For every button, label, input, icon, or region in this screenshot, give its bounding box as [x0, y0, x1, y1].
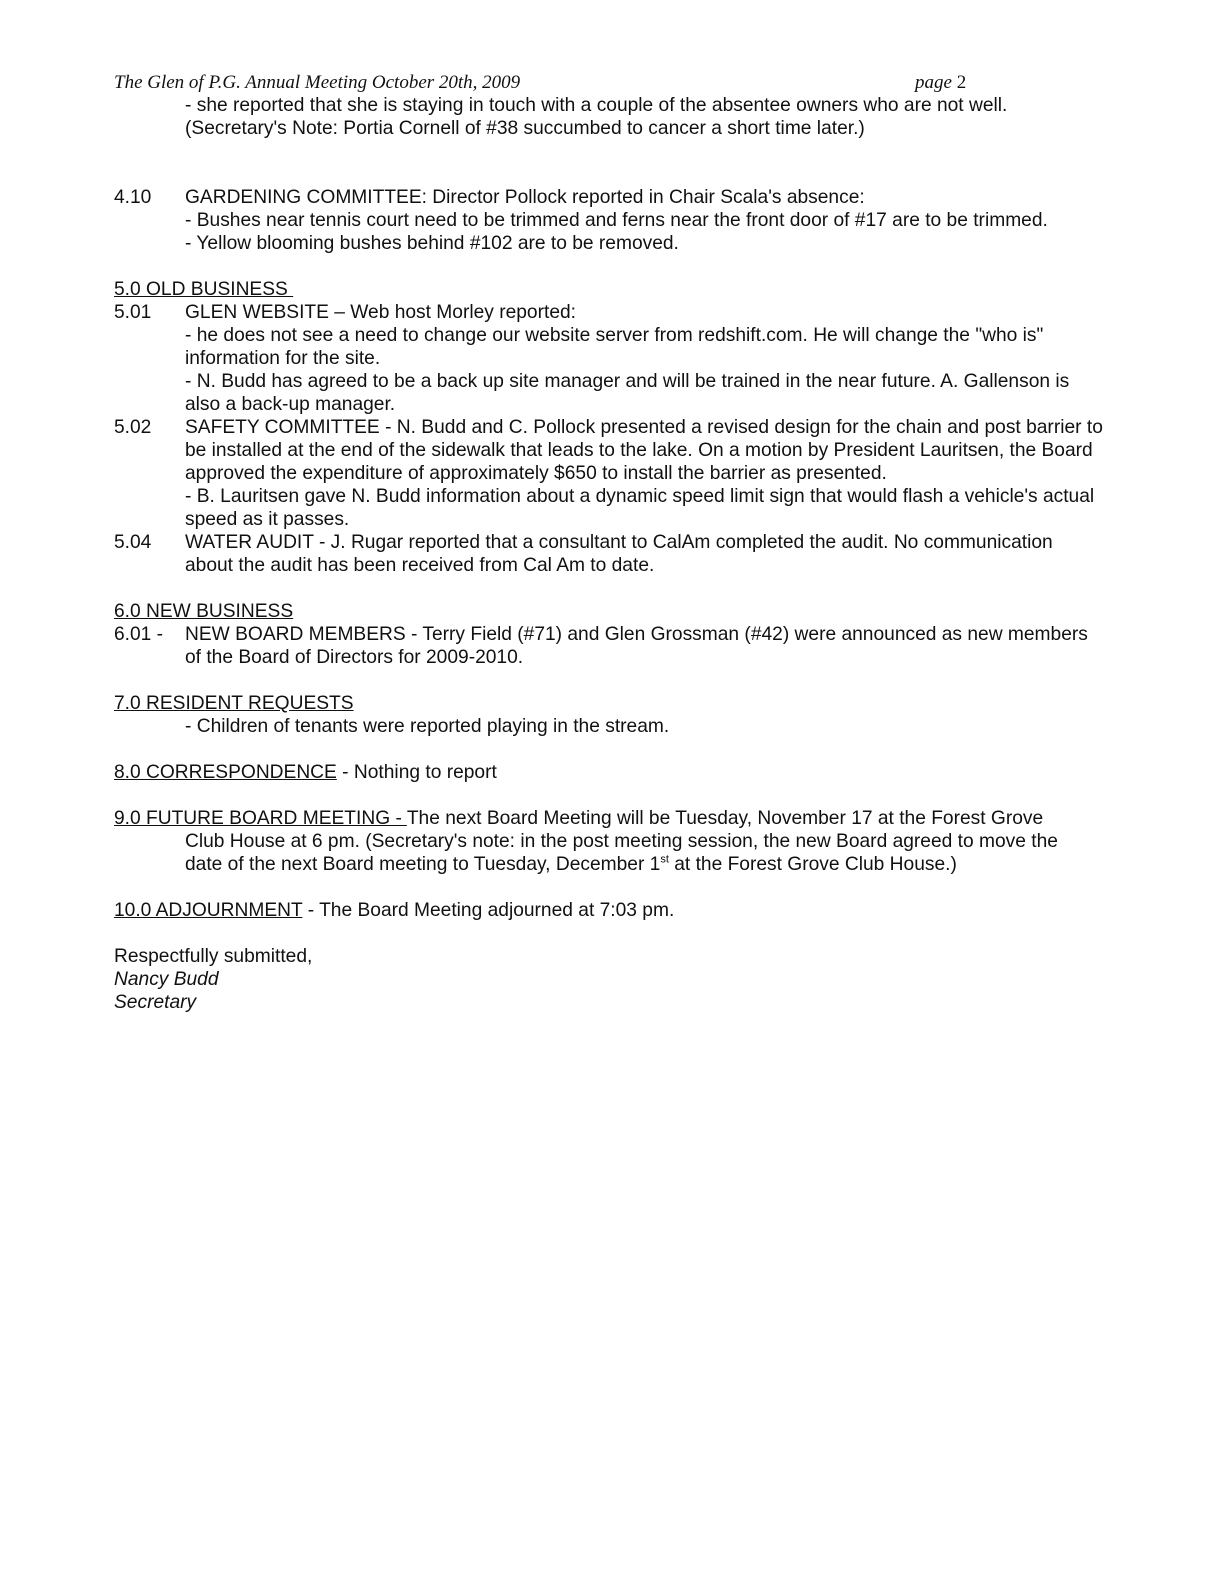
item-bullet: - B. Lauritsen gave N. Budd information about a dynamic speed limit sign that would flash a vehicle's actual speed as it passes.	[185, 486, 1095, 530]
item-number: 4.10	[114, 187, 152, 208]
section-heading-new-business: 6.0 NEW BUSINESS	[114, 601, 294, 622]
item-6-01	[114, 623, 1104, 669]
section-text-line: date of the next Board meeting to Tuesday, December 1st at the Forest Grove Club House.)	[185, 853, 957, 875]
item-number: 5.01	[114, 302, 152, 323]
section-heading-resident-requests: 7.0 RESIDENT REQUESTS	[114, 693, 354, 714]
section-future-board-meeting	[114, 807, 1104, 876]
intro-line-2: (Secretary's Note: Portia Cornell of #38 succumbed to cancer a short time later.)	[185, 118, 865, 139]
signer-name: Nancy Budd	[114, 969, 219, 990]
page-header	[114, 72, 1104, 94]
item-text: SAFETY COMMITTEE - N. Budd and C. Pollock presented a revised design for the chain and post barrier to be installed at the end of the sidewalk that leads to the lake. On a motion by President Lauritsen, the Board approved the expenditure of approximately $650 to install the barrier as presented.	[185, 417, 1103, 484]
page-number: page 2	[915, 72, 967, 93]
item-title: GLEN WEBSITE – Web host Morley reported:	[185, 302, 577, 323]
item-5-01	[114, 301, 1104, 416]
item-bullet: - Bushes near tennis court need to be trimmed and ferns near the front door of #17 are to be trimmed.	[185, 210, 1048, 231]
item-bullet: - he does not see a need to change our website server from redshift.com. He will change the "who is" information for the site.	[185, 325, 1044, 369]
signer-title: Secretary	[114, 992, 197, 1013]
item-bullet: - N. Budd has agreed to be a back up site manager and will be trained in the near future. A. Gallenson is also a back-up manager.	[185, 371, 1070, 415]
signature-block	[114, 945, 1104, 1014]
item-text: NEW BOARD MEMBERS - Terry Field (#71) and Glen Grossman (#42) were announced as new members of the Board of Directors for 2009-2010.	[185, 624, 1088, 668]
intro-line-1: - she reported that she is staying in touch with a couple of the absentee owners who are not well.	[185, 95, 1008, 116]
item-5-04	[114, 531, 1104, 577]
section-heading-adjournment: 10.0 ADJOURNMENT	[114, 900, 303, 921]
section-correspondence	[114, 761, 1104, 784]
item-bullet: - Children of tenants were reported playing in the stream.	[185, 716, 670, 737]
item-title: GARDENING COMMITTEE: Director Pollock reported in Chair Scala's absence:	[185, 187, 865, 208]
section-heading-old-business: 5.0 OLD BUSINESS	[114, 279, 294, 300]
item-number: 5.02	[114, 417, 152, 438]
document-page	[114, 72, 1104, 1014]
item-number: 6.01 -	[114, 624, 164, 645]
item-4-10	[114, 186, 1104, 255]
section-adjournment	[114, 899, 1104, 922]
item-number: 5.04	[114, 532, 152, 553]
closing: Respectfully submitted,	[114, 946, 313, 967]
item-5-02	[114, 416, 1104, 531]
section-text-line: Club House at 6 pm. (Secretary's note: in the post meeting session, the new Board agreed to move the	[185, 831, 1058, 852]
item-bullet: - Yellow blooming bushes behind #102 are to be removed.	[185, 233, 679, 254]
item-text: WATER AUDIT - J. Rugar reported that a consultant to CalAm completed the audit. No communication about the audit has been received from Cal Am to date.	[185, 532, 1053, 576]
section-text: - The Board Meeting adjourned at 7:03 pm.	[302, 900, 675, 921]
ordinal-suffix: st	[660, 853, 669, 866]
header-title: The Glen of P.G. Annual Meeting October 20th, 2009	[114, 72, 521, 93]
section-text-line: The next Board Meeting will be Tuesday, November 17 at the Forest Grove	[406, 808, 1044, 829]
section-heading-correspondence: 8.0 CORRESPONDENCE	[114, 762, 337, 783]
section-heading-future-board-meeting: 9.0 FUTURE BOARD MEETING -	[114, 808, 407, 829]
section-text: - Nothing to report	[336, 762, 497, 783]
